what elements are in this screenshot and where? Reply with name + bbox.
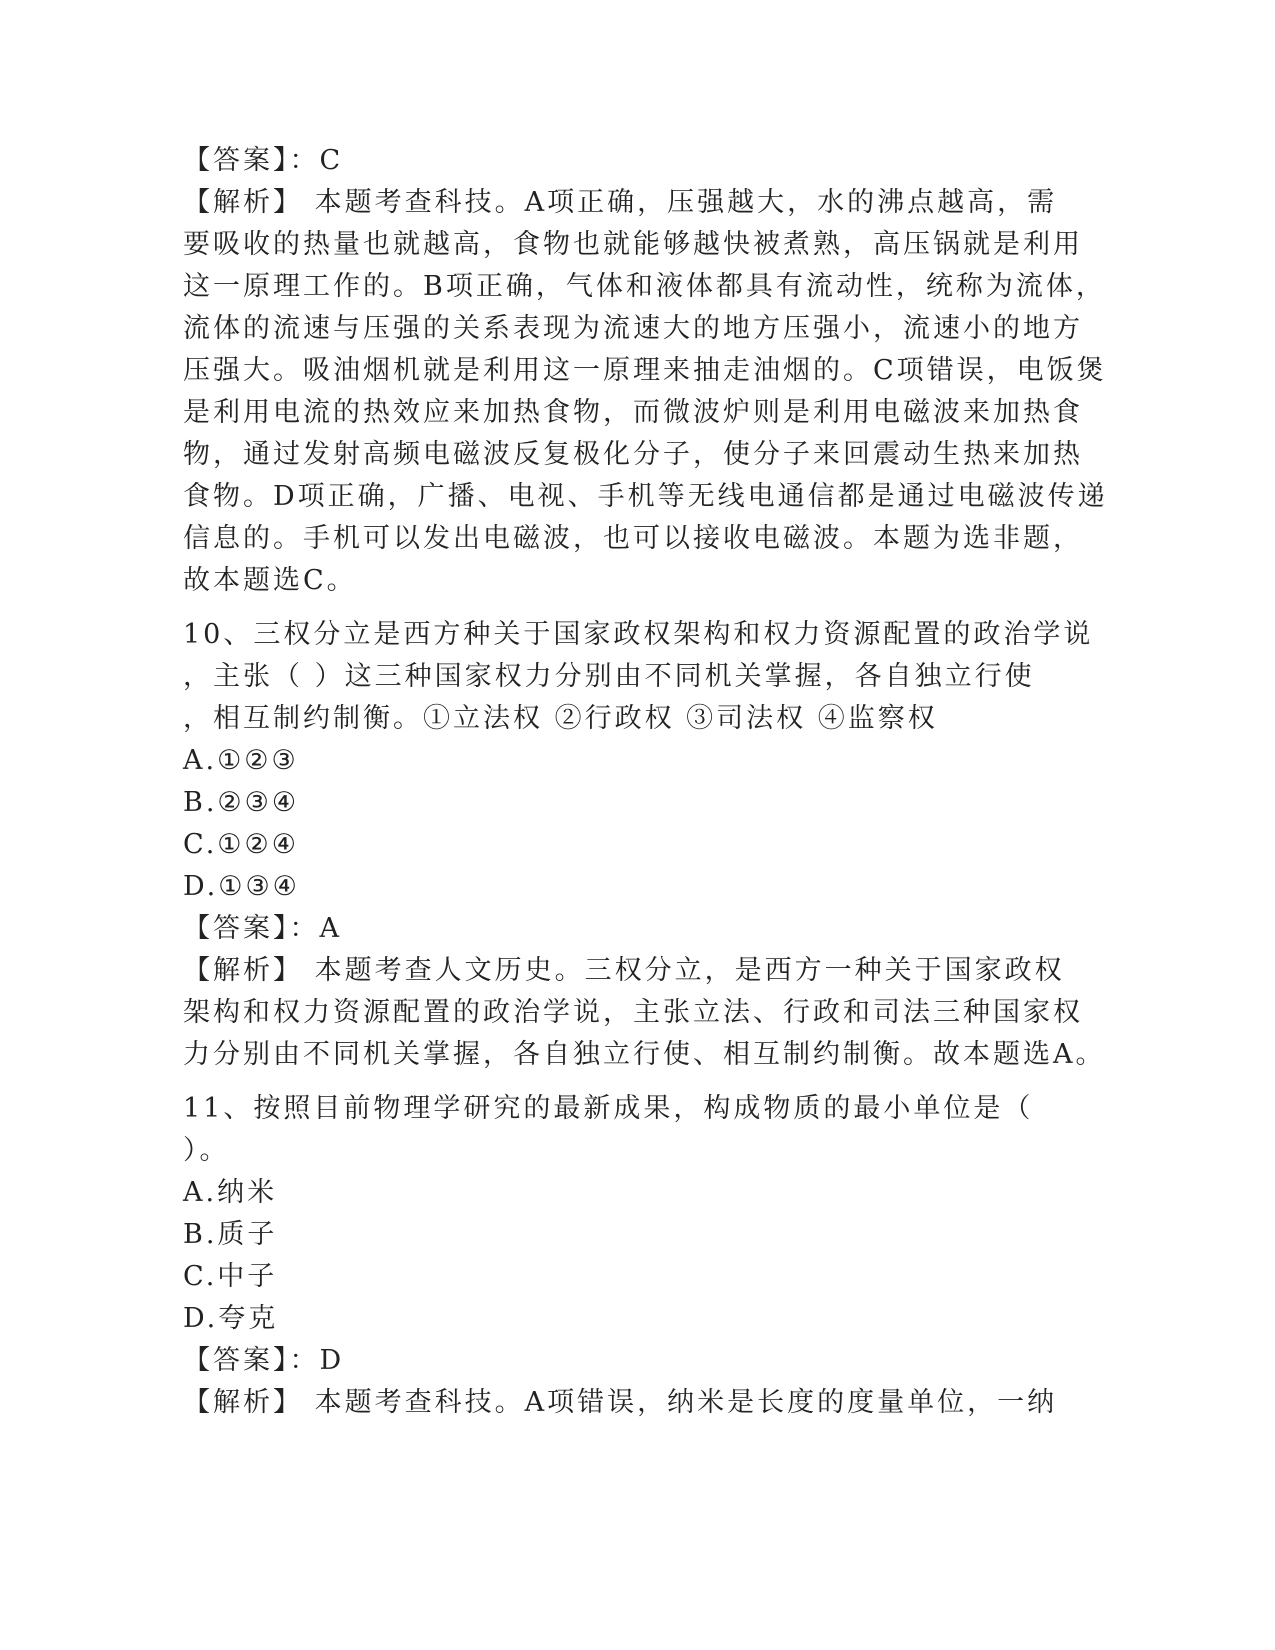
explanation-line: 【解析】 本题考查科技。A项错误，纳米是长度的度量单位，一纳 <box>183 1387 1058 1418</box>
spacer <box>183 602 1083 614</box>
option-a: A.纳米 <box>183 1177 278 1208</box>
spacer <box>183 1076 1083 1088</box>
question-line-q10: ，相互制约制衡。①立法权 ②行政权 ③司法权 ④监察权 <box>183 703 938 734</box>
option-d: D.夸克 <box>183 1303 279 1334</box>
answer-line-q10: 【答案】：A <box>183 913 342 944</box>
question-line-q10: ，主张（ ）这三种国家权力分别由不同机关掌握，各自独立行使 <box>183 661 1035 692</box>
explanation-line: 流体的流速与压强的关系表现为流速大的地方压强小，流速小的地方 <box>183 313 1083 344</box>
explanation-line: 要吸收的热量也就越高，食物也就能够越快被煮熟，高压锅就是利用 <box>183 229 1083 260</box>
question-line-q11: 11、按照目前物理学研究的最新成果，构成物质的最小单位是（ <box>183 1093 1034 1124</box>
option-d: D.①③④ <box>183 871 300 902</box>
explanation-line: 食物。D项正确，广播、电视、手机等无线电通信都是通过电磁波传递 <box>183 481 1108 512</box>
question-line-q11: ）。 <box>183 1135 230 1166</box>
question-line-q10: 10、三权分立是西方种关于国家政权架构和权力资源配置的政治学说 <box>183 619 1094 650</box>
explanation-line: 压强大。吸油烟机就是利用这一原理来抽走油烟的。C项错误，电饭煲 <box>183 355 1107 386</box>
answer-line-q11: 【答案】：D <box>183 1345 345 1376</box>
answer-line-q9: 【答案】：C <box>183 145 344 176</box>
explanation-line: 是利用电流的热效应来加热食物，而微波炉则是利用电磁波来加热食 <box>183 397 1083 428</box>
option-a: A.①②③ <box>183 745 299 776</box>
explanation-line: 架构和权力资源配置的政治学说，主张立法、行政和司法三种国家权 <box>183 997 1083 1028</box>
explanation-line: 物，通过发射高频电磁波反复极化分子，使分子来回震动生热来加热 <box>183 439 1083 470</box>
option-b: B.质子 <box>183 1219 278 1250</box>
explanation-line: 【解析】 本题考查科技。A项正确，压强越大，水的沸点越高，需 <box>183 187 1058 218</box>
explanation-line: 力分别由不同机关掌握，各自独立行使、相互制约制衡。故本题选A。 <box>183 1039 1106 1070</box>
explanation-line: 信息的。手机可以发出电磁波，也可以接收电磁波。本题为选非题， <box>183 523 1083 554</box>
option-c: C.中子 <box>183 1261 278 1292</box>
option-c: C.①②④ <box>183 829 299 860</box>
document-page <box>183 140 1108 1424</box>
explanation-line: 这一原理工作的。B项正确，气体和液体都具有流动性，统称为流体， <box>183 271 1106 302</box>
explanation-line: 【解析】 本题考查人文历史。三权分立，是西方一种关于国家政权 <box>183 955 1065 986</box>
option-b: B.②③④ <box>183 787 300 818</box>
explanation-line: 故本题选C。 <box>183 565 357 596</box>
